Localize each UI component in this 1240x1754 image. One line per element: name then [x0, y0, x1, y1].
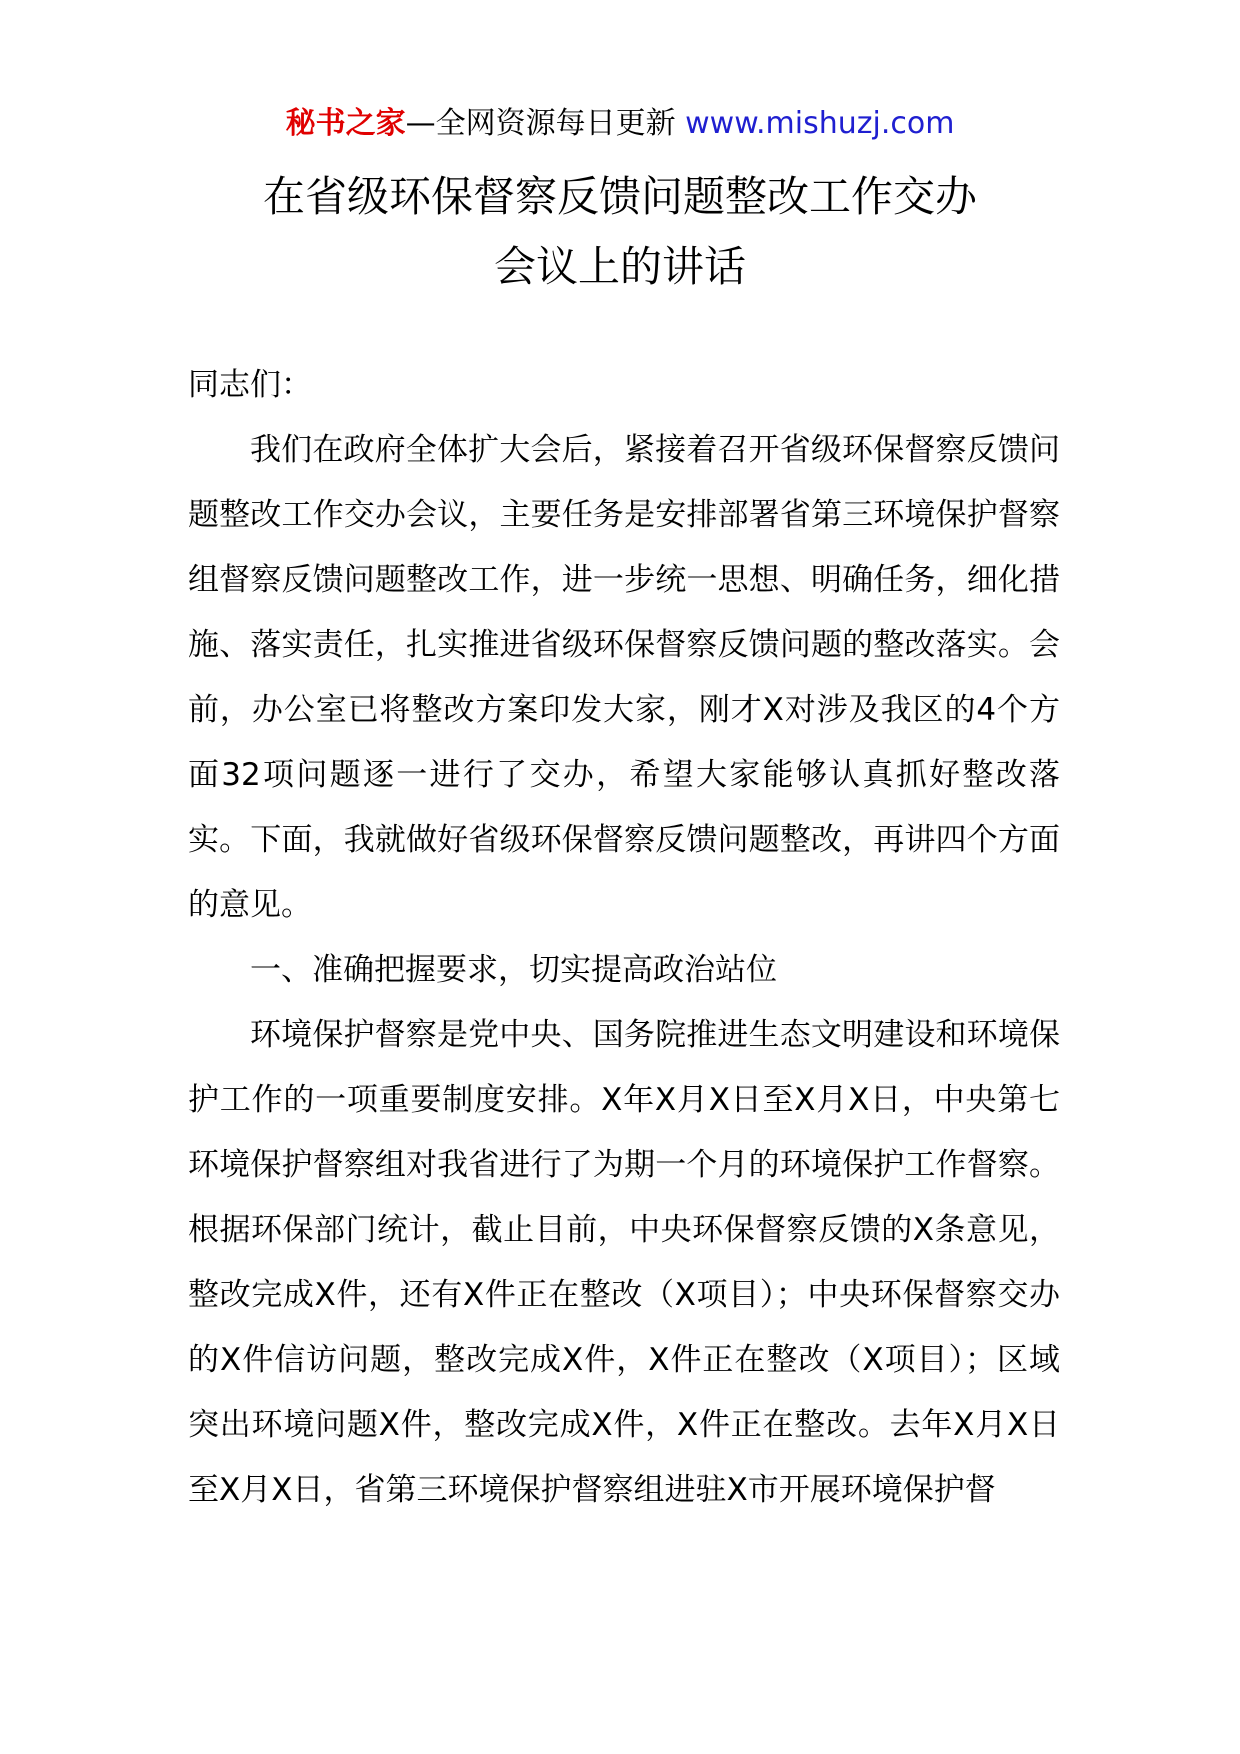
paragraph-intro: 我们在政府全体扩大会后，紧接着召开省级环保督察反馈问题整改工作交办会议，主要任务是安排部署省第三环境保护督察组督察反馈问题整改工作，进一步统一思想、明确任务，细化措施、落实责任，扎实推进省级环保督察反馈问题的整改落实。会前，办公室已将整改方案印发大家，刚才X对涉及我区的4个方面32项问题逐一进行了交办，希望大家能够认真抓好整改落实。下面，我就做好省级环保督察反馈问题整改，再讲四个方面的意见。 — [188, 432, 1060, 923]
document-title-line-1: 在省级环保督察反馈问题整改工作交办 — [262, 172, 977, 221]
document-title-line-2: 会议上的讲话 — [493, 242, 746, 291]
document-title — [140, 162, 1100, 302]
website-link[interactable]: www.mishuzj.com — [685, 106, 955, 141]
document-body — [188, 353, 1060, 1523]
paragraph-section-1: 环境保护督察是党中央、国务院推进生态文明建设和环境保护工作的一项重要制度安排。X年X月X日至X月X日，中央第七环境保护督察组对我省进行了为期一个月的环境保护工作督察。根据环保部门统计，截止目前，中央环保督察反馈的X条意见，整改完成X件，还有X件正在整改（X项目）；中央环保督察交办的X件信访问题，整改完成X件，X件正在整改（X项目）；区域突出环境问题X件，整改完成X件，X件正在整改。去年X月X日至X月X日，省第三环境保护督察组进驻X市开展环境保护督 — [188, 1017, 1060, 1508]
salutation: 同志们： — [188, 367, 312, 403]
section-heading-1: 一、准确把握要求，切实提高政治站位 — [250, 952, 777, 988]
header-banner — [0, 100, 1240, 148]
brand-name: 秘书之家 — [285, 106, 406, 141]
brand-slogan: —全网资源每日更新 — [405, 106, 676, 141]
